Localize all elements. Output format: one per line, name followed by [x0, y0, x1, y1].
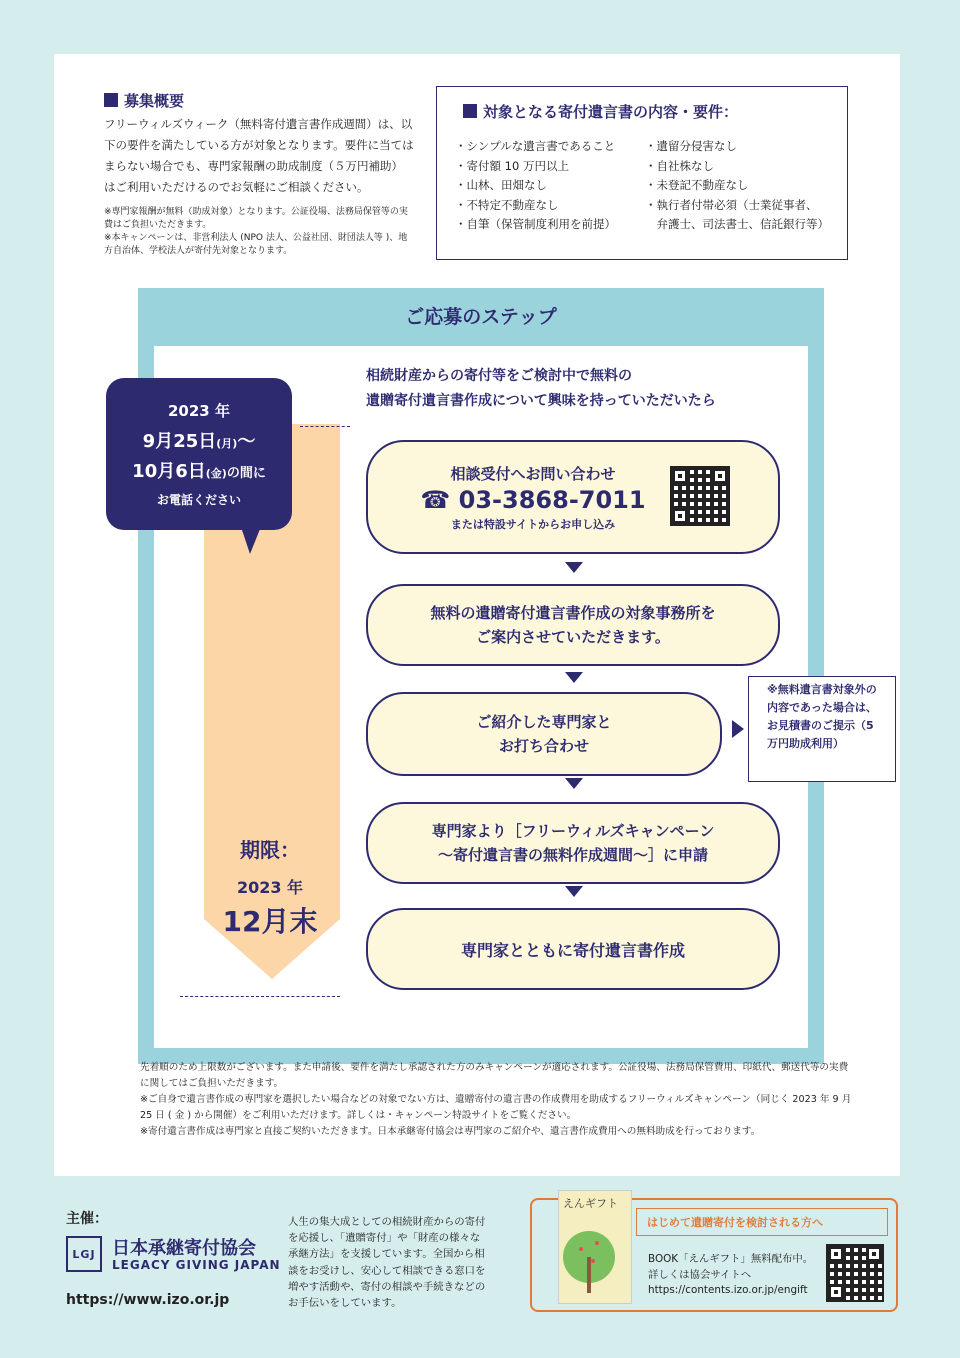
list-item: ・執行者付帯必須（士業従事者、 — [645, 197, 818, 212]
org-name-en: LEGACY GIVING JAPAN — [112, 1258, 281, 1272]
org-name-jp: 日本承継寄付協会 — [112, 1238, 256, 1259]
down-arrow-icon — [565, 886, 583, 897]
step-application: 専門家より［フリーウィルズキャンペーン 〜寄付遺言書の無料作成週間〜］に申請 — [366, 802, 780, 884]
step-meeting: ご紹介した専門家と お打ち合わせ — [366, 692, 722, 776]
right-arrow-icon — [732, 720, 744, 738]
sponsor-label: 主催： — [66, 1211, 108, 1227]
list-item: 弁護士、司法書士、信託銀行等） — [645, 217, 829, 231]
down-arrow-icon — [565, 562, 583, 573]
overview-note: ※本キャンペーンは、非営利法人 (NPO 法人、公益社団、財団法人等 )、地方自治体、学校法人が寄付先対象となります。 — [104, 233, 408, 256]
book-url-link[interactable]: https://contents.izo.or.jp/engift — [648, 1284, 808, 1296]
list-item: ・未登記不動産なし — [645, 178, 749, 192]
down-arrow-icon — [565, 672, 583, 683]
phone-number[interactable]: ☎ 03-3868-7011 — [420, 485, 646, 514]
list-item: ・シンプルな遺言書であること — [455, 139, 616, 153]
step-office-guide: 無料の遺贈寄付遺言書作成の対象事務所を ご案内させていただきます。 — [366, 584, 780, 666]
list-item: ・遺留分侵害なし — [645, 139, 737, 153]
list-item: ・山林、田畑なし — [455, 178, 547, 192]
book-cover-image: えんギフト — [558, 1190, 632, 1304]
list-item: ・不特定不動産なし — [455, 197, 559, 212]
side-note-box: ※無料遺言書対象外の内容であった場合は、お見積書のご提示（5 万円助成利用） — [748, 676, 896, 782]
down-arrow-icon — [565, 778, 583, 789]
tree-illustration — [559, 1221, 631, 1301]
list-item: ・自筆（保管制度利用を前提） — [455, 217, 616, 231]
square-bullet-icon — [104, 93, 118, 107]
square-bullet-icon — [463, 104, 477, 118]
requirements-heading: 対象となる寄付遺言書の内容・要件： — [463, 101, 738, 122]
overview-note: ※専門家報酬が無料（助成対象）となります。公証役場、法務局保管等の実費はご負担いただきます。 — [104, 207, 408, 230]
step-create-will: 専門家とともに寄付遺言書作成 — [366, 908, 780, 990]
requirements-left-list — [455, 137, 616, 235]
org-url-link[interactable]: https://www.izo.or.jp — [66, 1292, 230, 1308]
requirements-right-list — [645, 137, 829, 235]
steps-title: ご応募のステップ — [405, 306, 557, 328]
step-contact: 相談受付へお問い合わせ ☎ 03-3868-7011 または特設サイトからお申し込み — [366, 440, 780, 554]
qr-code-icon[interactable] — [670, 466, 730, 526]
requirements-box — [436, 86, 848, 260]
application-period-bubble: 2023 年 9月25日(月)〜 10月6日(金)の間に お電話ください — [106, 378, 292, 530]
timeline-end-line — [180, 996, 340, 997]
fine-print: 先着順のため上限数がございます。また申請後、要件を満たし承認された方のみキャンペーンが適応されます。公証役場、法務局保管費用、印紙代、郵送代等の実費に関してはご負担いただきます。 ※ご自身で遺言書作成の専門家を選択したい場合などの対象でない方は、遺贈寄付の遺言書の作成費用を助成するフリーウィルズキャンペーン（同じく 2023 年 9 月 25 日 ( 金 ) から開催）をご利用いただけます。詳しくは・キャンペーン特設サイトをご覧ください。 ※寄付遺言書作成は専門家と直接ご契約いただきます。日本承継寄付協会は専門家のご紹介や、遺言書作成費用への無料助成を行っております。 — [140, 1062, 852, 1137]
list-item: ・自社株なし — [645, 158, 714, 173]
deadline: 期限： 2023 年 12月末 — [222, 838, 318, 938]
steps-intro: 相続財産からの寄付等をご検討中で無料の 遺贈寄付遺言書作成について興味を持っていただいたら — [366, 368, 716, 409]
org-about: 人生の集大成としての相続財産からの寄付を応援し、「遺贈寄付」や「財産の様々な承継方法」を支援しています。全国から相談をお受けし、安心して相談できる窓口を増やす活動や、寄付の相談や手続きなどのお手伝いをしています。 — [288, 1216, 486, 1310]
bubble-tail — [240, 524, 262, 554]
timeline-start-line — [300, 426, 350, 427]
book-promo-box — [530, 1198, 898, 1312]
qr-code-icon[interactable] — [826, 1244, 884, 1302]
overview-heading: 募集概要 — [104, 90, 184, 111]
overview-body: フリーウィルズウィーク（無料寄付遺言書作成週間）は、以下の要件を満たしている方が対象となります。要件に当てはまらない場合でも、専門家報酬の助成制度（５万円補助）はご利用いただけるのでお気軽にご相談ください。 — [104, 117, 414, 194]
list-item: ・寄付額 10 万円以上 — [455, 158, 569, 173]
overview-notes — [104, 206, 414, 258]
org-logo: LGJ — [66, 1236, 102, 1272]
book-text: BOOK「えんギフト」無料配布中。 詳しくは協会サイトへ https://contents.izo.or.jp/engift — [648, 1252, 813, 1299]
flyer-sheet — [54, 54, 900, 1176]
book-heading: はじめて遺贈寄付を検討される方へ — [636, 1208, 888, 1236]
